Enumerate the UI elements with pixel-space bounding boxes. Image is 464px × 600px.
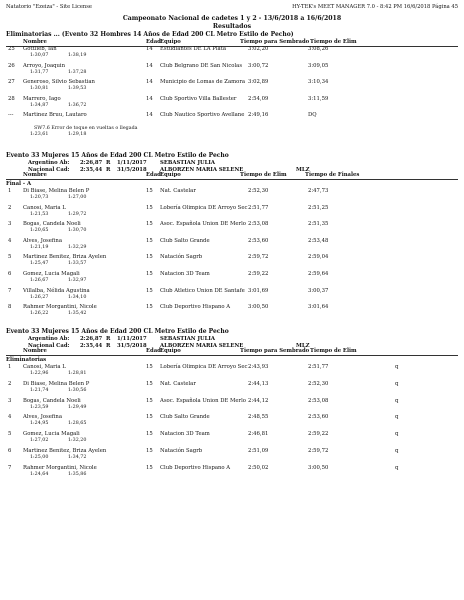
record-flag: R [106, 336, 111, 342]
qualifier-mark: q [395, 414, 399, 421]
page-subtitle: Resultados [212, 23, 252, 30]
result-age: 15 [146, 188, 153, 194]
split-time: 1:30,70 [68, 228, 87, 234]
split-time: 1:34,72 [68, 455, 87, 460]
result-place: 5 [8, 254, 12, 261]
result-team: Nat. Castelar [160, 188, 196, 194]
result-team: Natacion 3D Team [160, 271, 210, 277]
result-team: Club Deportivo Hispano A [160, 464, 231, 471]
result-name: Alves, Josefina [23, 237, 62, 244]
result-place: 25 [8, 46, 15, 52]
result-place: 3 [8, 221, 12, 228]
column-header-team: Equipo [160, 172, 181, 178]
result-age: 15 [146, 397, 153, 404]
record-label: Nacional Cad: [28, 167, 70, 173]
result-name: Alves, Josefina [23, 414, 62, 421]
result-name: Bogas, Candela Noeli [23, 397, 81, 404]
split-time: 1:24,64 [30, 471, 49, 477]
result-final-time: 2:47,73 [308, 188, 329, 194]
result-place: --- [8, 112, 14, 118]
result-place: 7 [8, 464, 12, 471]
split-time: 1:20,65 [30, 228, 49, 234]
split-time: 1:20,73 [30, 195, 49, 200]
result-name: Villalba, Nélida Agustina [23, 287, 90, 294]
result-final-time: 2:51,77 [308, 364, 329, 370]
split-time: 1:21,19 [30, 244, 49, 250]
result-place: 5 [8, 431, 12, 438]
split-time: 1:30,56 [68, 387, 87, 393]
column-header-name: Nombre [23, 172, 47, 178]
result-team: Club Nautico Sportivo Avellane [160, 112, 245, 118]
qualifier-mark: q [395, 448, 399, 454]
record-team-code: MLZ [296, 343, 310, 349]
record-time: 2:26,87 [80, 160, 103, 166]
record-holder: ALBORZEN MARIA SELENE [160, 343, 244, 349]
result-team: Natacion 3D Team [160, 431, 210, 438]
column-header-seed-time: Tiempo para Sembrado [240, 39, 310, 45]
result-age: 15 [146, 464, 153, 471]
result-place: 26 [8, 62, 15, 69]
split-time: 1:32,29 [68, 244, 87, 250]
result-final-time: 2:53,60 [308, 414, 329, 421]
column-header-age: Edad [146, 39, 161, 45]
column-header-team: Equipo [160, 348, 181, 354]
result-final-time: 3:10,34 [308, 79, 329, 85]
column-header-seed-time: Tiempo para Sembrado [240, 348, 310, 354]
result-team: Estudiantes DE LA Plata [160, 46, 226, 52]
column-header-age: Edad [146, 172, 161, 178]
record-flag: R [106, 160, 111, 166]
split-time: 1:30,81 [30, 86, 49, 91]
record-holder: SEBASTIAN JULIA [160, 160, 215, 166]
result-team: Municipio de Lomas de Zamora [160, 79, 246, 85]
record-flag: R [106, 343, 111, 349]
result-team: Club Sportivo Villa Ballester [160, 95, 237, 102]
event-heading: Evento 33 Mujeres 15 Años de Edad 200 CL Metro Estilo de Pecho [6, 328, 229, 335]
result-seed-time: 2:51,09 [248, 448, 269, 454]
column-header-name: Nombre [23, 39, 47, 45]
split-time: 1:24,95 [30, 421, 49, 427]
split-time: 1:25,47 [30, 261, 49, 267]
result-name: Generoso, Silvio Sebastian [23, 79, 95, 85]
column-header-seed-time: Tiempo de Elim [240, 172, 287, 178]
result-place: 6 [8, 448, 12, 454]
result-seed-time: 2:53,08 [248, 221, 269, 228]
result-final-time: 3:00,50 [308, 464, 329, 471]
split-time: 1:34,10 [68, 294, 87, 300]
result-place: 2 [8, 204, 12, 211]
result-age: 15 [146, 431, 153, 438]
record-date: 31/5/2018 [117, 343, 147, 349]
result-place: 7 [8, 287, 12, 294]
result-seed-time: 2:59,72 [248, 254, 269, 261]
result-team: Asoc. Española Union DE Merlo [160, 397, 246, 404]
result-final-time: 2:59,72 [308, 448, 329, 454]
divider [6, 46, 458, 47]
result-seed-time: 2:53,60 [248, 237, 269, 244]
result-team: Club Belgrano DE San Nicolas [160, 62, 243, 69]
result-age: 15 [146, 287, 153, 294]
result-age: 15 [146, 237, 153, 244]
result-name: Gomez, Lucia Magali [23, 431, 80, 438]
result-final-time: 2:53,08 [308, 397, 329, 404]
result-age: 15 [146, 204, 153, 211]
result-seed-time: 2:44,13 [248, 380, 269, 387]
result-final-time: 2:52,30 [308, 380, 329, 387]
split-time: 1:35,42 [68, 311, 87, 317]
split-time: 1:31,77 [30, 69, 49, 75]
column-header-result-time: Tiempo de Elim [310, 348, 357, 354]
qualifier-mark: q [395, 464, 399, 471]
result-seed-time: 2:54,09 [248, 95, 269, 102]
result-age: 14 [146, 79, 153, 85]
result-seed-time: 2:48,55 [248, 414, 269, 421]
result-final-time: 3:11,59 [308, 95, 329, 102]
result-age: 15 [146, 254, 153, 261]
result-team: Nat. Castelar [160, 380, 196, 387]
split-time: 1:36,72 [68, 102, 87, 108]
result-age: 14 [146, 112, 153, 118]
result-team: Club Salto Grande [160, 414, 210, 421]
split-time: 1:23,59 [30, 404, 49, 410]
split-time: 1:26,27 [30, 294, 49, 300]
split-time: 1:23,61 [30, 132, 49, 137]
result-final-time: 2:51,25 [308, 204, 329, 211]
result-seed-time: 2:51,77 [248, 204, 269, 211]
dq-note: SW7.6 Error de toque en vueltas o llegada [34, 126, 138, 131]
meet-manager-info: HY-TEK's MEET MANAGER 7.0 - 8:42 PM 16/6/2018 Página 45 [292, 4, 458, 10]
result-name: Rahmer Morgantini, Nicole [23, 464, 97, 471]
column-header-name: Nombre [23, 348, 47, 354]
result-name: Martinez Bruu, Lautaro [23, 112, 87, 118]
result-place: 6 [8, 271, 12, 277]
result-name: Di Biase, Melina Belen P [23, 188, 90, 194]
result-team: Club Salto Grande [160, 237, 210, 244]
split-time: 1:33,57 [68, 261, 87, 267]
split-time: 1:34,87 [30, 102, 49, 108]
result-place: 1 [8, 364, 12, 370]
result-final-time: 2:51,35 [308, 221, 329, 228]
result-name: Canosi, Maria L [23, 204, 66, 211]
record-time: 2:26,87 [80, 336, 103, 342]
round-label: Eliminatorias [6, 357, 47, 363]
split-time: 1:21,74 [30, 387, 49, 393]
result-age: 15 [146, 380, 153, 387]
split-time: 1:29,49 [68, 404, 87, 410]
record-date: 31/5/2018 [117, 167, 147, 173]
qualifier-mark: q [395, 364, 399, 370]
result-seed-time: 2:52,30 [248, 188, 269, 194]
result-age: 15 [146, 221, 153, 228]
result-seed-time: 3:00,50 [248, 304, 269, 311]
result-seed-time: 2:50,02 [248, 464, 269, 471]
event-heading: Evento 33 Mujeres 15 Años de Edad 200 CL Metro Estilo de Pecho [6, 152, 229, 159]
column-header-result-time: Tiempo de Finales [305, 172, 360, 178]
result-final-time: 2:59,04 [308, 254, 329, 261]
result-age: 14 [146, 46, 153, 52]
record-label: Nacional Cad: [28, 343, 70, 349]
round-label: Final - A [6, 181, 32, 187]
result-place: 8 [8, 304, 12, 311]
result-name: Bogas, Candela Noeli [23, 221, 81, 228]
result-name: Gottlieb, Ian [23, 46, 57, 52]
record-date: 1/11/2017 [117, 336, 147, 342]
result-name: Canosi, Maria L [23, 364, 66, 370]
result-team: Club Atletico Union DE Santafe [160, 287, 245, 294]
result-seed-time: 2:43,93 [248, 364, 269, 370]
page-title: Campeonato Nacional de cadetes 1 y 2 - 13/6/2018 a 16/6/2018 [122, 15, 342, 22]
split-time: 1:32,97 [68, 278, 87, 283]
result-place: 28 [8, 95, 15, 102]
split-time: 1:32,20 [68, 438, 87, 444]
result-final-time: 3:00,37 [308, 287, 329, 294]
result-team: Natación Sagrb [160, 254, 203, 261]
result-final-time: 3:09,05 [308, 62, 329, 69]
result-name: Martinez Benitez, Briza Ayelen [23, 254, 107, 261]
result-place: 2 [8, 380, 12, 387]
split-time: 1:27,00 [68, 195, 87, 200]
record-holder: SEBASTIAN JULIA [160, 336, 215, 342]
split-time: 1:28,81 [68, 371, 87, 376]
result-age: 15 [146, 271, 153, 277]
result-seed-time: 3:02,89 [248, 79, 269, 85]
record-holder: ALBORZEN MARIA SELENE [160, 167, 244, 173]
result-age: 14 [146, 95, 153, 102]
result-team: Asoc. Española Union DE Merlo [160, 221, 246, 228]
result-place: 27 [8, 79, 15, 85]
result-name: Arroyo, Joaquin [23, 62, 66, 69]
result-team: Natación Sagrb [160, 448, 203, 454]
split-time: 1:39,53 [68, 86, 87, 91]
page-header [6, 4, 458, 12]
record-flag: R [106, 167, 111, 173]
result-age: 14 [146, 62, 153, 69]
qualifier-mark: q [395, 431, 399, 438]
result-place: 4 [8, 414, 12, 421]
event-heading: Eliminatorias ... (Evento 32 Hombres 14 Años de Edad 200 CL Metro Estilo de Pecho) [6, 31, 294, 38]
result-final-time: DQ [308, 112, 317, 118]
split-time: 1:37,28 [68, 69, 87, 75]
result-final-time: 2:59,64 [308, 271, 329, 277]
record-time: 2:35,44 [80, 167, 103, 173]
result-final-time: 2:53,48 [308, 237, 329, 244]
split-time: 1:29,72 [68, 211, 87, 217]
result-age: 15 [146, 364, 153, 370]
result-final-time: 3:01,64 [308, 304, 329, 311]
result-seed-time: 3:00,72 [248, 62, 269, 69]
result-place: 1 [8, 188, 12, 194]
split-time: 1:25,00 [30, 455, 49, 460]
result-seed-time: 2:44,12 [248, 397, 269, 404]
result-final-time: 2:59,22 [308, 431, 329, 438]
result-team: Club Deportivo Hispano A [160, 304, 231, 311]
result-name: Gomez, Lucia Magali [23, 271, 80, 277]
result-name: Rahmer Morgantini, Nicole [23, 304, 97, 311]
result-team: Lobería Olimpica DE Arroyo Sec [160, 204, 248, 211]
record-date: 1/11/2017 [117, 160, 147, 166]
split-time: 1:22,96 [30, 371, 49, 376]
record-team-code: MLZ [296, 167, 310, 173]
result-name: Di Biase, Melina Belen P [23, 380, 90, 387]
result-seed-time: 2:59,22 [248, 271, 269, 277]
result-seed-time: 2:46,81 [248, 431, 269, 438]
split-time: 1:30,07 [30, 53, 49, 58]
split-time: 1:27,02 [30, 438, 49, 444]
result-place: 4 [8, 237, 12, 244]
result-name: Marrero, Iago [23, 95, 61, 102]
result-seed-time: 2:49,16 [248, 112, 269, 118]
split-time: 1:21,53 [30, 211, 49, 217]
result-seed-time: 3:01,69 [248, 287, 269, 294]
record-label: Argentino Ab: [28, 160, 70, 166]
split-time: 1:29,18 [68, 132, 87, 137]
site-license: Natatorio "Ezeiza" - Site License [6, 4, 92, 10]
result-age: 15 [146, 448, 153, 454]
result-seed-time: 3:02,20 [248, 46, 269, 52]
split-time: 1:26,22 [30, 311, 49, 317]
result-age: 15 [146, 414, 153, 421]
result-age: 15 [146, 304, 153, 311]
record-label: Argentino Ab: [28, 336, 70, 342]
column-header-team: Equipo [160, 39, 181, 45]
qualifier-mark: q [395, 380, 399, 387]
split-time: 1:28,65 [68, 421, 87, 427]
divider [6, 179, 458, 180]
split-time: 1:35,86 [68, 471, 87, 477]
result-name: Martinez Benitez, Briza Ayelen [23, 448, 107, 454]
result-team: Lobería Olimpica DE Arroyo Sec [160, 364, 248, 370]
split-time: 1:38,19 [68, 53, 87, 58]
qualifier-mark: q [395, 397, 399, 404]
result-place: 3 [8, 397, 12, 404]
result-final-time: 3:08,26 [308, 46, 329, 52]
split-time: 1:26,67 [30, 278, 49, 283]
record-time: 2:35,44 [80, 343, 103, 349]
column-header-result-time: Tiempo de Elim [310, 39, 357, 45]
column-header-age: Edad [146, 348, 161, 354]
divider [6, 355, 458, 356]
